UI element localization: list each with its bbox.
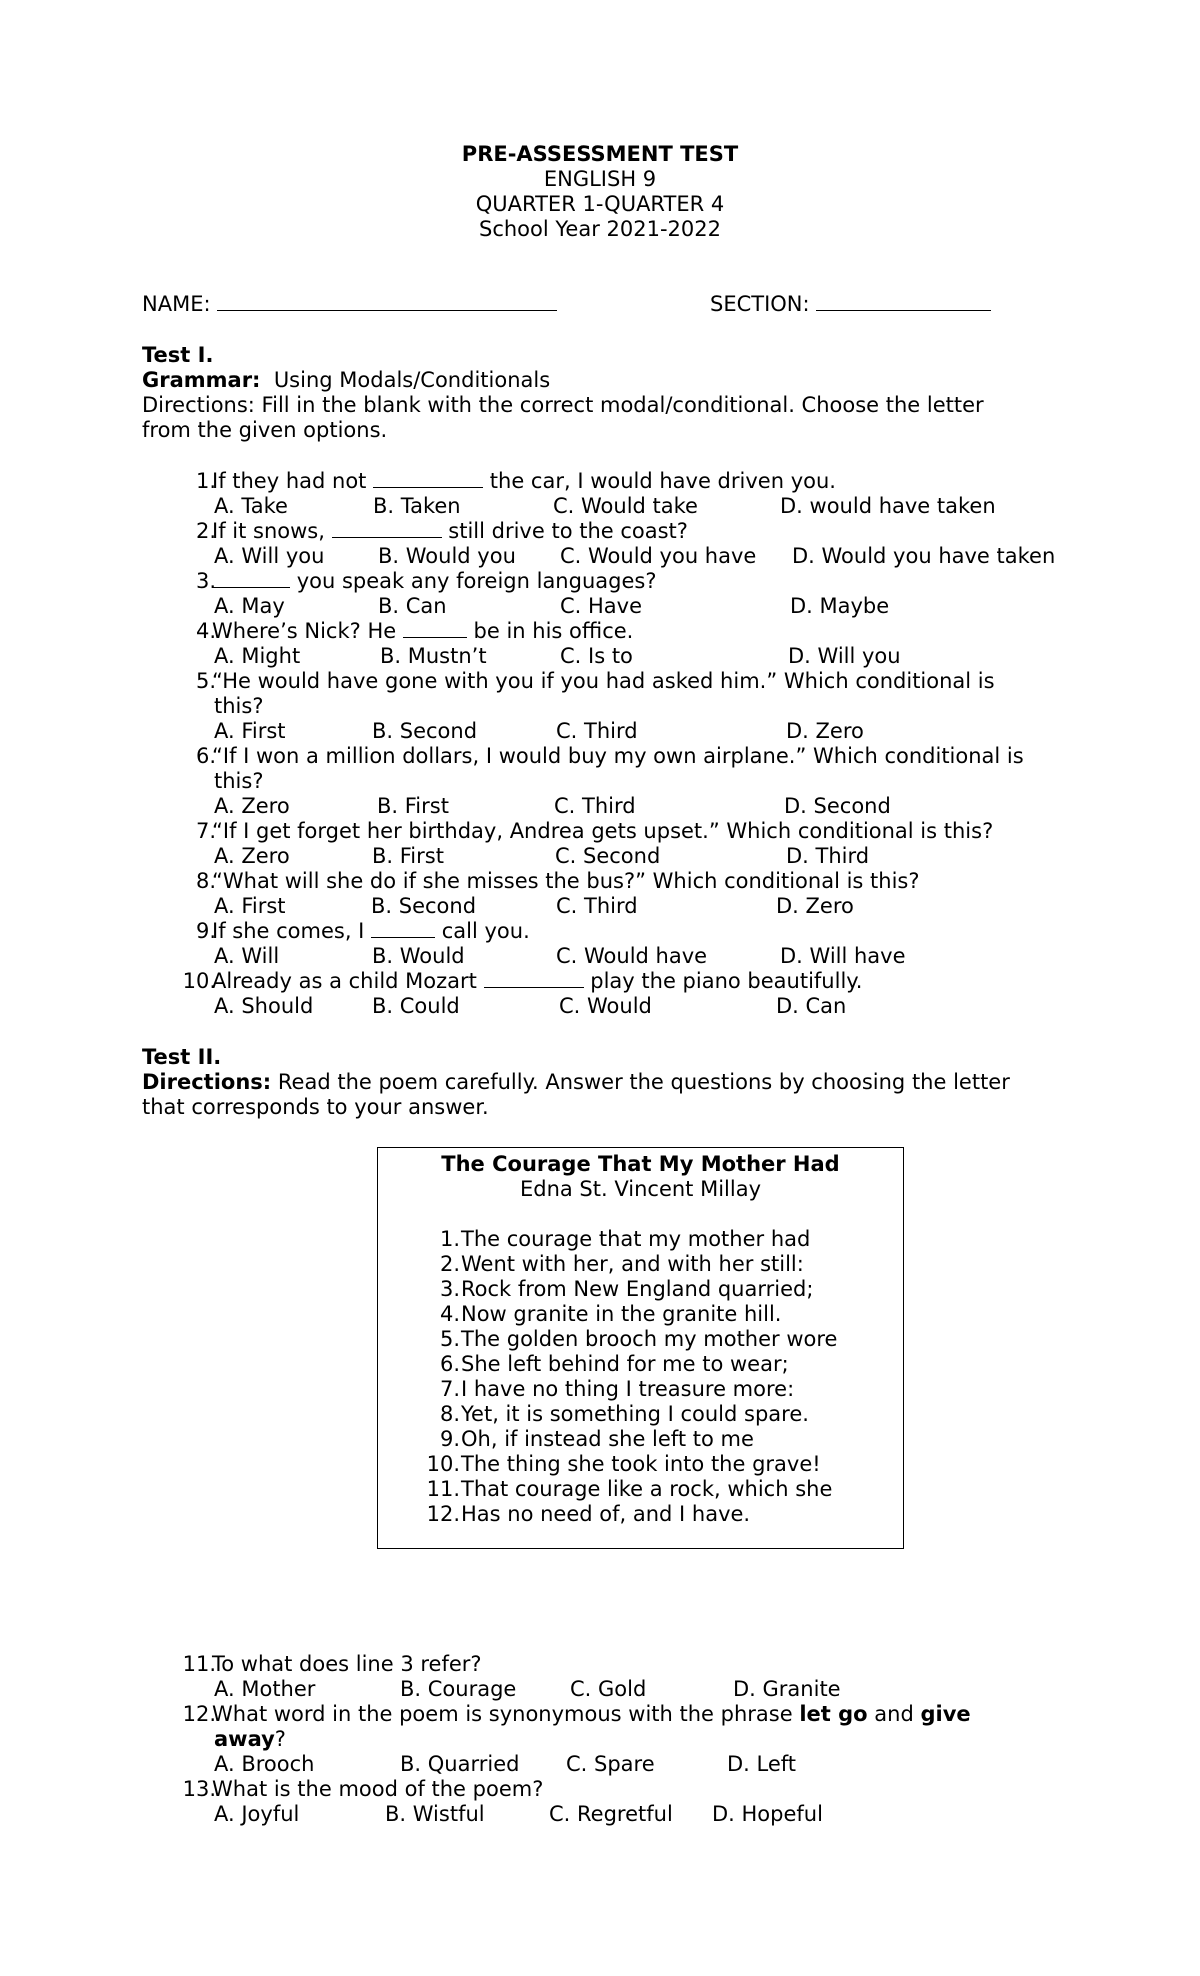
option-c[interactable]: C. Regretful bbox=[549, 1802, 673, 1826]
option-d[interactable]: D. would have taken bbox=[780, 494, 996, 518]
option-c[interactable]: C. Third bbox=[556, 894, 638, 918]
name-field bbox=[142, 292, 557, 317]
poem-line-text: Went with her, and with her still: bbox=[461, 1252, 804, 1276]
option-c[interactable]: C. Spare bbox=[566, 1752, 655, 1776]
poem-line-text: Rock from New England quarried; bbox=[461, 1277, 814, 1301]
doc-subject: ENGLISH 9 bbox=[543, 167, 657, 191]
test2-directions-1 bbox=[142, 1070, 1010, 1095]
poem-line-number: 7. bbox=[439, 1377, 460, 1401]
grammar-topic: Using Modals/Conditionals bbox=[273, 368, 551, 392]
phrase-give: give bbox=[920, 1702, 971, 1726]
option-c[interactable]: C. Gold bbox=[570, 1677, 647, 1701]
poem-line-number: 1. bbox=[439, 1227, 460, 1251]
option-d[interactable]: D. Granite bbox=[733, 1677, 841, 1701]
question-number: 8. bbox=[195, 869, 216, 893]
option-d[interactable]: D. Would you have taken bbox=[792, 544, 1056, 568]
question-text bbox=[212, 469, 836, 494]
question-text: “What will she do if she misses the bus?” Which conditional is this? bbox=[212, 869, 920, 893]
option-b[interactable]: B. First bbox=[372, 844, 444, 868]
poem-line-text: The courage that my mother had bbox=[461, 1227, 811, 1251]
option-b[interactable]: B. Wistful bbox=[385, 1802, 485, 1826]
question-text bbox=[212, 619, 633, 644]
poem-line-text: Oh, if instead she left to me bbox=[461, 1427, 754, 1451]
poem-line-number: 4. bbox=[439, 1302, 460, 1326]
poem-line-number: 3. bbox=[439, 1277, 460, 1301]
question-end: ? bbox=[274, 1727, 286, 1751]
question-text bbox=[212, 969, 862, 994]
option-c[interactable]: C. Would take bbox=[553, 494, 698, 518]
question-6-cont: this? bbox=[214, 769, 264, 793]
option-d[interactable]: D. Second bbox=[784, 794, 891, 818]
question-post: call you. bbox=[441, 919, 530, 943]
answer-blank[interactable] bbox=[484, 969, 584, 988]
option-b[interactable]: B. Could bbox=[372, 994, 460, 1018]
option-b[interactable]: B. Quarried bbox=[400, 1752, 520, 1776]
question-5-cont: this? bbox=[214, 694, 264, 718]
option-b[interactable]: B. Would bbox=[372, 944, 465, 968]
question-post: still drive to the coast? bbox=[448, 519, 688, 543]
option-b[interactable]: B. Taken bbox=[373, 494, 461, 518]
phrase-away: away bbox=[214, 1727, 275, 1751]
poem-line-text: Now granite in the granite hill. bbox=[461, 1302, 782, 1326]
poem-title: The Courage That My Mother Had bbox=[441, 1152, 840, 1176]
question-number: 10. bbox=[182, 969, 216, 993]
question-pre: If it snows, bbox=[212, 519, 325, 543]
question-12-cont bbox=[214, 1727, 286, 1752]
option-b[interactable]: B. Courage bbox=[400, 1677, 517, 1701]
option-a[interactable]: A. Might bbox=[214, 644, 301, 668]
option-a[interactable]: A. Brooch bbox=[214, 1752, 315, 1776]
question-post: be in his office. bbox=[473, 619, 634, 643]
question-text bbox=[212, 1702, 971, 1727]
answer-blank[interactable] bbox=[403, 619, 467, 638]
section-label: SECTION: bbox=[710, 292, 810, 316]
option-a[interactable]: A. First bbox=[214, 894, 286, 918]
option-a[interactable]: A. Joyful bbox=[214, 1802, 300, 1826]
poem-author: Edna St. Vincent Millay bbox=[519, 1177, 762, 1201]
option-a[interactable]: A. Zero bbox=[214, 794, 290, 818]
question-number: 13. bbox=[182, 1777, 216, 1801]
poem-line-number: 6. bbox=[439, 1352, 460, 1376]
question-text: To what does line 3 refer? bbox=[212, 1652, 482, 1676]
option-c[interactable]: C. Third bbox=[554, 794, 636, 818]
question-text bbox=[212, 569, 656, 594]
question-text bbox=[212, 519, 688, 544]
option-a[interactable]: A. First bbox=[214, 719, 286, 743]
phrase-let-go: let go bbox=[799, 1702, 868, 1726]
question-pre: If she comes, I bbox=[212, 919, 365, 943]
option-a[interactable]: A. May bbox=[214, 594, 285, 618]
question-post: the car, I would have driven you. bbox=[489, 469, 836, 493]
doc-school-year: School Year 2021-2022 bbox=[479, 217, 721, 241]
question-pre: Where’s Nick? He bbox=[212, 619, 397, 643]
answer-blank[interactable] bbox=[371, 919, 435, 938]
test1-directions-2: from the given options. bbox=[142, 418, 388, 442]
question-number: 11. bbox=[182, 1652, 216, 1676]
answer-blank[interactable] bbox=[332, 519, 442, 538]
question-pre: If they had not bbox=[212, 469, 367, 493]
question-number: 9. bbox=[195, 919, 216, 943]
option-a[interactable]: A. Will bbox=[214, 944, 280, 968]
question-number: 4. bbox=[195, 619, 216, 643]
test1-directions-1: Directions: Fill in the blank with the correct modal/conditional. Choose the letter bbox=[142, 393, 984, 417]
option-d[interactable]: D. Will you bbox=[788, 644, 901, 668]
option-c[interactable]: C. Have bbox=[560, 594, 643, 618]
option-d[interactable]: D. Can bbox=[776, 994, 847, 1018]
option-c[interactable]: C. Would bbox=[559, 994, 652, 1018]
option-a[interactable]: A. Zero bbox=[214, 844, 290, 868]
answer-blank[interactable] bbox=[373, 469, 483, 488]
option-d[interactable]: D. Left bbox=[727, 1752, 797, 1776]
test2-directions-2: that corresponds to your answer. bbox=[142, 1095, 489, 1119]
option-d[interactable]: D. Zero bbox=[776, 894, 854, 918]
poem-line-number: 12. bbox=[426, 1502, 460, 1526]
poem-line-text: Yet, it is something I could spare. bbox=[461, 1402, 809, 1426]
poem-line-number: 9. bbox=[439, 1427, 460, 1451]
question-text: “If I won a million dollars, I would buy my own airplane.” Which conditional is bbox=[212, 744, 1024, 768]
question-text: What is the mood of the poem? bbox=[212, 1777, 544, 1801]
option-d[interactable]: D. Zero bbox=[786, 719, 864, 743]
question-post: you speak any foreign languages? bbox=[296, 569, 657, 593]
option-c[interactable]: C. Would you have bbox=[560, 544, 757, 568]
question-text bbox=[212, 919, 530, 944]
section-field bbox=[710, 292, 991, 317]
question-mid: and bbox=[874, 1702, 914, 1726]
grammar-label: Grammar: bbox=[142, 368, 261, 392]
option-b[interactable]: B. Mustn’t bbox=[380, 644, 487, 668]
poem-line-text: Has no need of, and I have. bbox=[461, 1502, 751, 1526]
option-c[interactable]: C. Third bbox=[556, 719, 638, 743]
doc-title: PRE-ASSESSMENT TEST bbox=[461, 142, 739, 166]
option-d[interactable]: D. Hopeful bbox=[712, 1802, 823, 1826]
option-a[interactable]: A. Should bbox=[214, 994, 314, 1018]
option-a[interactable]: A. Take bbox=[214, 494, 288, 518]
question-number: 6. bbox=[195, 744, 216, 768]
poem-line-number: 10. bbox=[426, 1452, 460, 1476]
option-d[interactable]: D. Will have bbox=[780, 944, 906, 968]
directions-label: Directions: bbox=[142, 1070, 272, 1094]
option-a[interactable]: A. Mother bbox=[214, 1677, 316, 1701]
option-d[interactable]: D. Maybe bbox=[790, 594, 890, 618]
question-post: play the piano beautifully. bbox=[590, 969, 863, 993]
option-c[interactable]: C. Second bbox=[555, 844, 661, 868]
name-blank[interactable] bbox=[217, 292, 557, 311]
question-pre: What word in the poem is synonymous with the phrase bbox=[212, 1702, 793, 1726]
question-number: 1. bbox=[195, 469, 216, 493]
section-blank[interactable] bbox=[816, 292, 991, 311]
poem-line-text: The thing she took into the grave! bbox=[461, 1452, 821, 1476]
test2-title: Test II. bbox=[142, 1045, 222, 1069]
poem-line-number: 8. bbox=[439, 1402, 460, 1426]
question-pre: Already as a child Mozart bbox=[212, 969, 477, 993]
question-number: 5. bbox=[195, 669, 216, 693]
test1-title: Test I. bbox=[142, 343, 214, 367]
option-d[interactable]: D. Third bbox=[786, 844, 870, 868]
question-number: 3. bbox=[195, 569, 216, 593]
poem-line-text: She left behind for me to wear; bbox=[461, 1352, 789, 1376]
poem-line-number: 11. bbox=[426, 1477, 460, 1501]
poem-line-number: 5. bbox=[439, 1327, 460, 1351]
option-a[interactable]: A. Will you bbox=[214, 544, 325, 568]
doc-quarter: QUARTER 1-QUARTER 4 bbox=[475, 192, 725, 216]
question-number: 2. bbox=[195, 519, 216, 543]
option-b[interactable]: B. Would you bbox=[378, 544, 516, 568]
test1-grammar bbox=[142, 368, 550, 393]
question-text: “If I get forget her birthday, Andrea gets upset.” Which conditional is this? bbox=[212, 819, 994, 843]
poem-line-number: 2. bbox=[439, 1252, 460, 1276]
option-b[interactable]: B. Can bbox=[378, 594, 447, 618]
poem-line-text: That courage like a rock, which she bbox=[461, 1477, 833, 1501]
answer-blank[interactable] bbox=[212, 569, 290, 588]
poem-line-text: The golden brooch my mother wore bbox=[461, 1327, 838, 1351]
question-text: “He would have gone with you if you had asked him.” Which conditional is bbox=[212, 669, 995, 693]
question-number: 12. bbox=[182, 1702, 216, 1726]
name-label: NAME: bbox=[142, 292, 211, 316]
question-number: 7. bbox=[195, 819, 216, 843]
option-c[interactable]: C. Is to bbox=[560, 644, 633, 668]
option-b[interactable]: B. Second bbox=[371, 894, 477, 918]
directions-text: Read the poem carefully. Answer the questions by choosing the letter bbox=[277, 1070, 1010, 1094]
option-c[interactable]: C. Would have bbox=[556, 944, 708, 968]
option-b[interactable]: B. Second bbox=[372, 719, 478, 743]
poem-line-text: I have no thing I treasure more: bbox=[461, 1377, 795, 1401]
option-b[interactable]: B. First bbox=[377, 794, 449, 818]
